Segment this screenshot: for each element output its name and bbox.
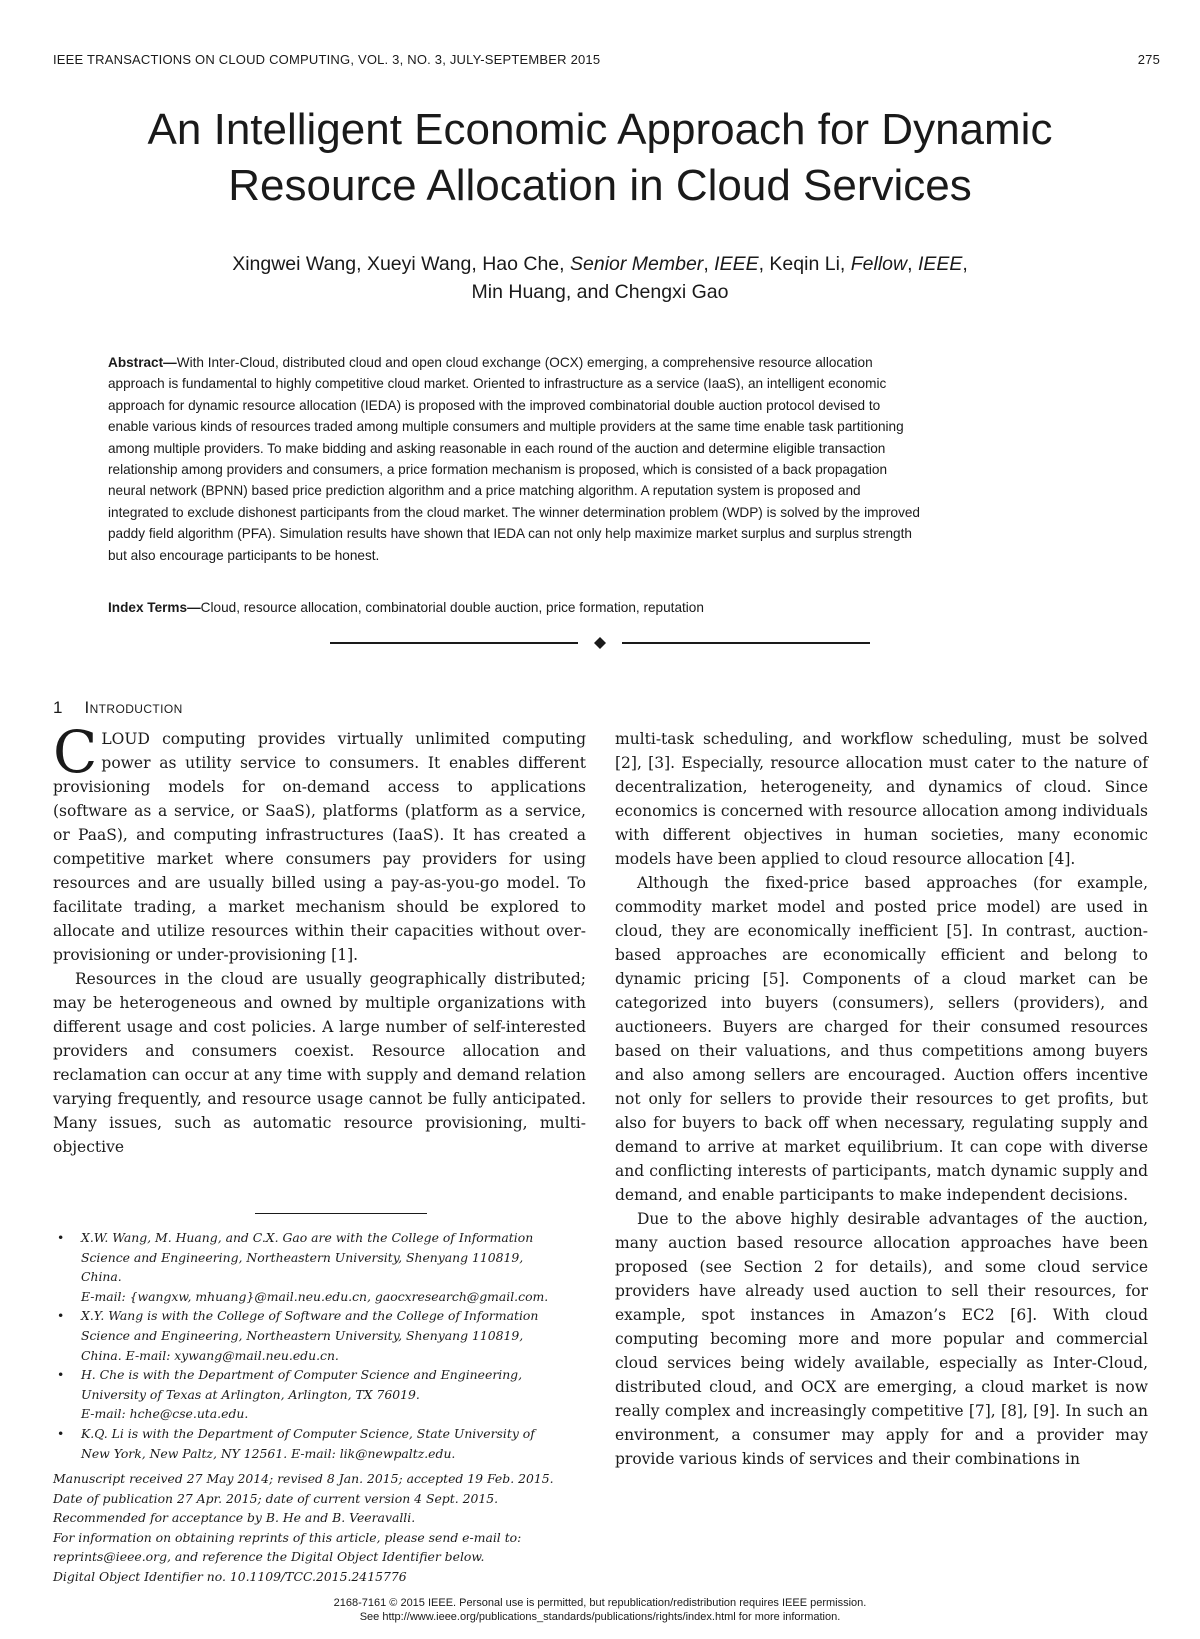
- running-header: [53, 52, 1160, 70]
- abstract-line: Abstract—With Inter-Cloud, distributed cloud and open cloud exchange (OCX) emerging, a comprehensive resource allocation: [108, 355, 873, 370]
- author-list: [60, 250, 1140, 306]
- author-affiliations: [53, 1228, 593, 1463]
- footnote-rule: [255, 1213, 427, 1214]
- section-number: 1: [53, 698, 63, 717]
- index-terms-label: Index Terms—: [108, 600, 201, 615]
- abstract-line: relationship among providers and consumers, a price formation mechanism is proposed, which is consisted of a back propagation: [108, 462, 888, 478]
- manuscript-note-line: Digital Object Identifier no. 10.1109/TCC.2015.2415776: [53, 1568, 407, 1584]
- affiliation-item: • K.Q. Li is with the Department of Computer Science, State University of New York, New Paltz, NY 12561. E-mail: lik@newpaltz.edu.: [53, 1424, 593, 1463]
- body-paragraph: Resources in the cloud are usually geographically distributed; may be heterogeneous and owned by multiple organizations with different usage and cost policies. A large number of self-interested providers and consumers coexist. Resource allocation and reclamation can occur at any time with supply and demand relation varying frequently, and resource usage cannot be fully anticipated. Many issues, such as automatic resource provisioning, multi-objective: [53, 970, 586, 1156]
- abstract-line: among multiple providers. To make bidding and asking reasonable in each round of the auction and determine eligible transaction: [108, 440, 886, 456]
- paper-title: [60, 102, 1140, 214]
- abstract-line: integrated to exclude dishonest participants from the cloud market. The winner determination problem (WDP) is solved by the improved: [108, 504, 920, 520]
- body-column-left: [53, 718, 586, 1159]
- divider-rule-left: [330, 642, 578, 644]
- copyright-line-2: See http://www.ieee.org/publications_standards/publications/rights/index.html for more information.: [359, 1611, 841, 1623]
- diamond-ornament-icon: [594, 637, 606, 649]
- affiliation-item: • X.Y. Wang is with the College of Software and the College of Information Science and Engineering, Northeastern University, Shenyang 110819, China. E-mail: xywang@mail.neu.edu.cn.: [53, 1306, 593, 1365]
- index-terms-text: Cloud, resource allocation, combinatorial double auction, price formation, reputation: [200, 600, 704, 615]
- copyright-notice: [60, 1596, 1140, 1624]
- body-paragraph: CLOUD computing provides virtually unlimited computing power as utility service to consumers. It enables different provisioning models for on-demand access to applications (software as a service, or SaaS), platforms (platform as a service, or PaaS), and computing infrastructures (IaaS). It has created a competitive market where consumers pay providers for using resources and are usually billed using a pay-as-you-go model. To facilitate trading, a market mechanism should be explored to allocate and utilize resources within their capacities without over-provisioning or under-provisioning [1].: [53, 718, 586, 964]
- body-paragraph: Due to the above highly desirable advantages of the auction, many auction based resource allocation approaches have been proposed (see Section 2 for details), and some cloud service providers have already used auction to sell their resources, for example, spot instances in Amazon’s EC2 [6]. With cloud computing becoming more and more popular and commercial cloud services being widely available, especially as Inter-Cloud, distributed cloud, and OCX are emerging, a cloud market is now really complex and increasingly competitive [7], [8], [9]. In such an environment, a consumer may apply for and a provider may provide various kinds of services and their combinations in: [615, 1210, 1148, 1468]
- body-paragraph: Although the fixed-price based approaches (for example, commodity market model and posted price model) are used in cloud, they are economically inefficient [5]. In contrast, auction-based approaches are economically efficient and belong to dynamic pricing [5]. Components of a cloud market can be categorized into buyers (consumers), sellers (providers), and auctioneers. Buyers are charged for their consumed resources based on their valuations, and thus competitions among buyers and also among sellers are encouraged. Auction offers incentive not only for sellers to provide their resources to get profits, but also for buyers to back off when necessary, regulating supply and demand to arrive at market equilibrium. It can cope with diverse and conflicting interests of participants, match dynamic supply and demand, and enable participants to make independent decisions.: [615, 874, 1148, 1204]
- section-divider: [330, 637, 870, 649]
- manuscript-note-line: Manuscript received 27 May 2014; revised 8 Jan. 2015; accepted 19 Feb. 2015.: [53, 1471, 554, 1486]
- affiliation-item: • H. Che is with the Department of Computer Science and Engineering, University of Texas at Arlington, Arlington, TX 76019. E-mail: hche@cse.uta.edu.: [53, 1365, 593, 1424]
- affiliation-item: • X.W. Wang, M. Huang, and C.X. Gao are with the College of Information Science and Engineering, Northeastern University, Shenyang 110819, China. E-mail: {wangxw, mhuang}@mail.neu.edu.cn, gaocxresearch@gmail.com.: [53, 1228, 593, 1306]
- manuscript-note-line: Date of publication 27 Apr. 2015; date of current version 4 Sept. 2015.: [53, 1490, 499, 1506]
- abstract-line: but also encourage participants to be honest.: [108, 547, 380, 563]
- abstract: [108, 352, 1108, 566]
- divider-rule-right: [622, 642, 870, 644]
- copyright-line-1: 2168-7161 © 2015 IEEE. Personal use is permitted, but republication/redistribution requires IEEE permission.: [333, 1597, 867, 1609]
- abstract-line: approach for dynamic resource allocation (IEDA) is proposed with the improved combinatorial double auction protocol devised to: [108, 397, 881, 413]
- author-line-2: Min Huang, and Chengxi Gao: [471, 281, 729, 303]
- author-line-1: Xingwei Wang, Xueyi Wang, Hao Che, Senior Member, IEEE, Keqin Li, Fellow, IEEE,: [232, 253, 968, 275]
- index-terms: [108, 598, 1108, 618]
- manuscript-note-line: reprints@ieee.org, and reference the Digital Object Identifier below.: [53, 1549, 485, 1565]
- manuscript-note-line: For information on obtaining reprints of this article, please send e-mail to:: [53, 1529, 522, 1545]
- section-title: Introduction: [84, 698, 183, 717]
- abstract-line: paddy field algorithm (PFA). Simulation results have shown that IEDA can not only help maximize market surplus and surplus strength: [108, 526, 912, 542]
- body-paragraph: multi-task scheduling, and workflow scheduling, must be solved [2], [3]. Especially, resource allocation must cater to the nature of decentralization, heterogeneity, and dynamics of cloud. Since economics is concerned with resource allocation among individuals with different objectives in human societies, many economic models have been applied to cloud resource allocation [4].: [615, 730, 1148, 868]
- abstract-line: approach is fundamental to highly competitive cloud market. Oriented to infrastructure as a service (IaaS), an intelligent economic: [108, 376, 887, 392]
- manuscript-notes: [53, 1469, 593, 1587]
- abstract-line: enable various kinds of resources traded among multiple consumers and multiple providers at the same time enable task partitioning: [108, 419, 904, 435]
- abstract-label: Abstract—: [108, 355, 177, 370]
- journal-name: IEEE TRANSACTIONS ON CLOUD COMPUTING, VOL. 3, NO. 3, JULY-SEPTEMBER 2015: [53, 52, 601, 67]
- paper-title-line-2: Resource Allocation in Cloud Services: [228, 161, 972, 210]
- section-heading: [53, 698, 183, 718]
- page-number: 275: [1137, 52, 1160, 67]
- drop-cap: C: [53, 718, 98, 786]
- body-column-right: [615, 727, 1148, 1471]
- manuscript-note-line: Recommended for acceptance by B. He and B. Veeravalli.: [53, 1510, 416, 1526]
- paper-title-line-1: An Intelligent Economic Approach for Dynamic: [147, 105, 1053, 154]
- abstract-line: neural network (BPNN) based price prediction algorithm and a price matching algorithm. A reputation system is proposed and: [108, 483, 861, 499]
